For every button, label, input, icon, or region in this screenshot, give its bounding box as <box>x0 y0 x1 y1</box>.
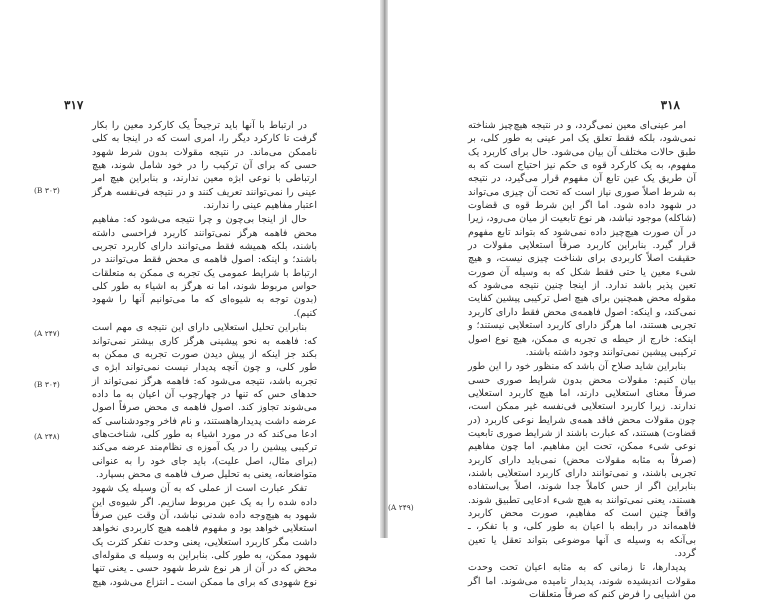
marginal-reference: (B ۳۰۴) <box>34 380 60 389</box>
marginal-reference: (A ۲۴۸) <box>34 432 60 441</box>
paragraph: بنابراین شاید صلاح آن باشد که منظور خود را این طور بیان کنیم: مقولات محض بدون شرایط صوری حسی صرفاً معنای استعلایی دارند، اما هیچ کاربرد استعلایی ندارند. زیرا کاربرد استعلایی فی‌نفسه غیر ممکن است، چون مقولات محض فاقد همه‌ی شرایط نوعی کاربرد (در قضاوت) هستند، که عبارت باشند از شرایط صوری تابعیت نوعی شیء ممکن، تحت این مفاهیم. اما چون مفاهیم (صرفاً به مثابه مقولات محض) نمی‌باید دارای کاربرد تجربی باشند، و نمی‌توانند دارای کاربرد استعلایی باشند، بنابراین اگر از حس کاملاً جدا شوند، اصلاً بی‌استفاده هستند، یعنی نمی‌توانند به هیچ شیء ادعایی تطبیق شوند. واقعاً چنین است که مفاهیم، صورت محض کاربرد فاهمه‌اند در رابطه با اعیان به طور کلی، و با تفکر، ـ بی‌آنکه به وسیله ی آنها موضوعی بتواند تعقل یا تعین گردد. <box>468 361 696 559</box>
marginal-reference: (B ۳۰۳) <box>34 186 60 195</box>
paragraph: پدیدارها، تا زمانی که به مثابه اعیان تحت وحدت مقولات اندیشیده شوند، پدیدار نامیده می‌شوند. اما اگر من اشیایی را فرض کنم که صرفاً متعلقات <box>468 562 696 601</box>
marginal-reference: (A ۲۴۷) <box>34 329 60 338</box>
paragraph: تفکر عبارت است از عملی که به آن وسیله یک شهود داده شده را به یک عین مربوط سازیم. اگر شیوه‌ی این شهود به هیچ‌وجه داده شدنی نباشد، آن وقت عین صرفاً استعلایی خواهد بود و مفهوم فاهمه هیچ کاربردی نخواهد داشت مگر کاربرد استعلایی، یعنی وحدت تفکر کثرت یک شهود ممکن، به طور کلی. بنابراین به وسیله ی مقوله‌ای محض که در آن از هر نوع شرط شهود حسی ـ یعنی تنها نوع شهودی که برای ما ممکن است ـ انتزاع می‌شود، هیچ <box>92 483 317 588</box>
page-body <box>92 119 317 589</box>
paragraph: بنابراین تحلیل استعلایی دارای این نتیجه ی مهم است که: فاهمه به نحو پیشینی هرگز کاری بیشتر نمی‌تواند بکند جز اینکه از پیش دیدن صورت تجربه ی ممکن به طور کلی، و چون آنچه پدیدار نیست نمی‌تواند ابژه ی تجربه باشد، نتیجه می‌شود که: فاهمه هرگز نمی‌تواند از حدهای حس که تنها در چهارچوب آن اعیان به ما داده می‌شوند تجاوز کند. اصول فاهمه ی محض صرفاً اصول عرضه داشت پدیدارها‌هستند، و نام فاخر وجودشناسی که ادعا می‌کند که در مورد اشیاء به طور کلی، شناخت‌های ترکیبی پیشین را در یک آموزه ی نظام‌مند عرضه می‌کند (برای مثال، اصل علیت)، باید جای خود را به عنوانی متواضعانه، یعنی به تحلیل صرف فاهمه ی محض بسپارد. <box>92 322 317 480</box>
paragraph: حال از اینجا بی‌چون و چرا نتیجه می‌شود که: مفاهیم محض فاهمه هرگز نمی‌توانند کاربرد فراحسی داشته باشند، بلکه همیشه فقط می‌توانند دارای کاربرد تجربی باشند؛ و اینکه: اصول فاهمه ی محض فقط می‌توانند در ارتباط با شرایط عمومی یک تجربه ی ممکن به متعلقات حواس مربوط شوند، اما نه هرگز به اشیاء به طور کلی (بدون توجه به شیوه‌ای که ما می‌توانیم آنها را شهود کنیم). <box>92 214 317 319</box>
page-body <box>468 119 696 601</box>
right-page <box>388 0 768 601</box>
paragraph: در ارتباط با آنها باید ترجیحاً یک کارکرد معین را بکار گرفت تا کارکرد دیگر را، امری است که در اینجا به کلی ناممکن می‌ماند. در نتیجه مقولات بدون شرط شهود حسی که برای آن ترکیب را در خود شامل شوند، هیچ ارتباطی با نوعی ابژه معین ندارند، و بنابراین هیچ امر عینی را نمی‌توانند تعریف کنند و در نتیجه فی‌نفسه هرگز اعتبار مفاهیم عینی را ندارند. <box>92 120 317 212</box>
paragraph: امر عینی‌ای معین نمی‌گردد، و در نتیجه هیچ‌چیز شناخته نمی‌شود، بلکه فقط تعلق یک امر عینی به طور کلی، بر طبق حالات مختلف آن بیان می‌شود. حال برای کاربرد یک مفهوم، به یک کارکرد قوه ی حکم نیز احتیاج است که به آن طریق یک عین تابع آن مفهوم قرار می‌گیرد، در نتیجه به شرط اصلاً صوری نیاز است که تحت آن چیزی می‌تواند در شهود داده شود. اما اگر این شرط قوه ی قضاوت (شاکله) موجود نباشد، هر نوع تابعیت از میان می‌رود، زیرا در آن صورت هیچ‌چیز داده نمی‌شود که بتواند تابع مفهوم قرار گیرد. بنابراین کاربرد صرفاً استعلایی مقولات در حقیقت اصلاً کاربردی برای شناخت چیزی نیست، و هیچ شیء معین یا حتی فقط شکل که به وسیله آن صورت تعین پذیر باشد ندارد. از اینجا چنین نتیجه می‌شود که مقوله محض همچنین برای هیچ اصل ترکیبی پیشین کفایت نمی‌کند، و اینکه: اصول فاهمه‌ی محض فقط دارای کاربرد تجربی هستند، اما هرگز دارای کاربرد استعلایی نیستند؛ و اینکه: خارج از حیطه ی تجربه ی ممکن، هیچ نوع اصول ترکیبی پیشین نمی‌توانند وجود داشته باشند. <box>468 120 696 358</box>
page-number: ۳۱۸ <box>660 98 680 112</box>
left-page <box>0 0 380 588</box>
marginal-reference: (A ۲۴۹) <box>388 503 414 512</box>
book-gutter <box>380 0 388 538</box>
page-number: ۳۱۷ <box>64 98 84 112</box>
